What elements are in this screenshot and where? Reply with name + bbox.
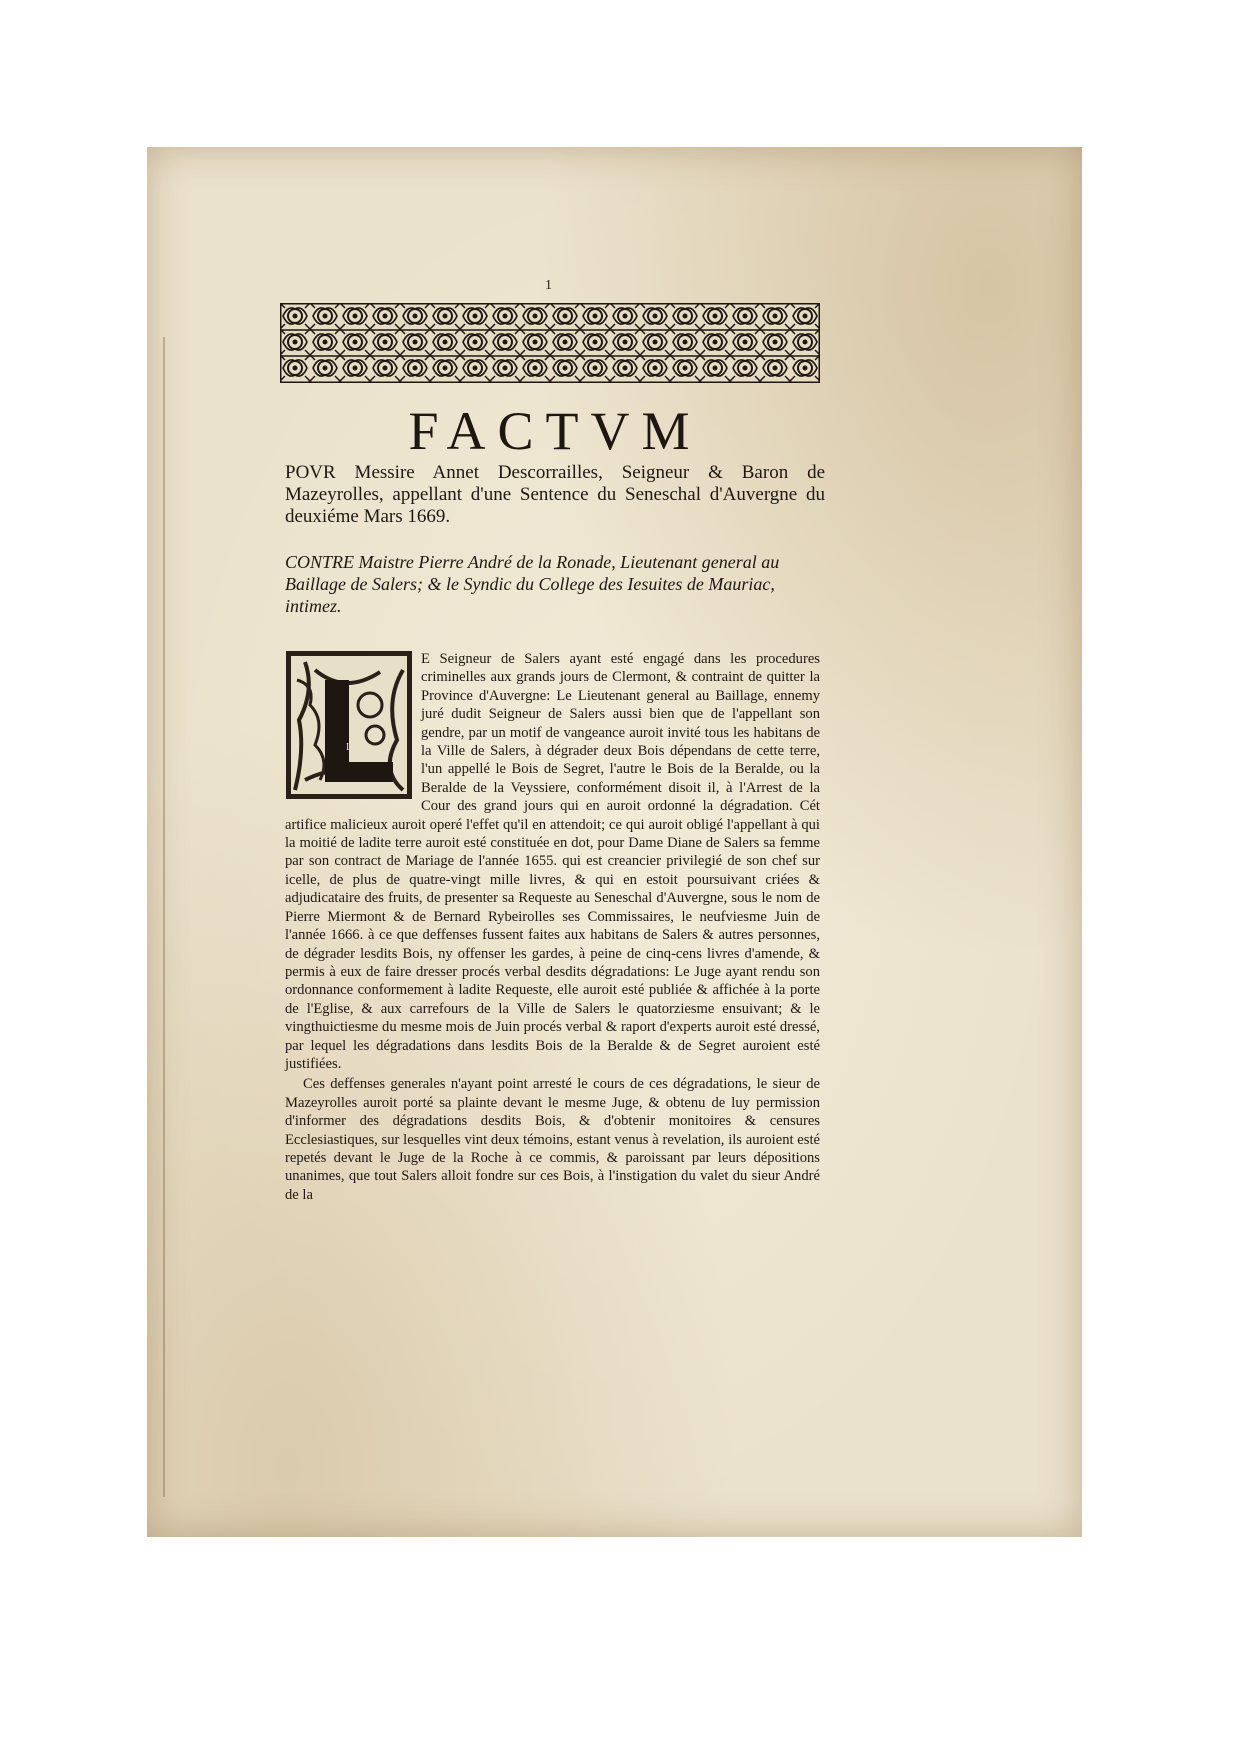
- pour-statement: POVR Messire Annet Descorrailles, Seigneur & Baron de Mazeyrolles, appellant d'une Sentence du Seneschal d'Auvergne du deuxiéme Mars 1669.: [285, 462, 825, 527]
- dropcap-letter: L: [345, 742, 353, 753]
- paragraph-2: Ces deffenses generales n'ayant point arresté le cours de ces dégradations, le sieur de Mazeyrolles auroit porté sa plainte devant le mesme Juge, & obtenu de luy permission d'informer des dégradations desdits Bois, & d'obtenir monitoires & censures Ecclesiastiques, sur lesquelles vint deux témoins, estant venus à revelation, ils auroient esté repetés devant le Juge de la Roche à ce commis, & paroissant par leurs dépositions unanimes, que tout Salers alloit fondre sur ces Bois, à l'instigation du valet du sieur André de la: [285, 1076, 820, 1203]
- decorated-initial-L: [285, 650, 413, 800]
- document-title: FACTVM: [408, 401, 702, 461]
- paragraph-1: E Seigneur de Salers ayant esté engagé dans les procedures criminelles aux grands jours de Clermont, & contraint de quitter la Province d'Auvergne: Le Lieutenant general au Baillage, ennemy juré dudit Seigneur de Salers aussi bien que de l'appellant son gendre, par un motif de vangeance auroit invité tous les habitans de la Ville de Salers, à dégrader deux Bois dépendans de cette terre, l'un appellé le Bois de Segret, l'autre le Bois de la Beralde, ou la Beralde de la Veyssiere, conformément disoit il, à l'Arrest de la Cour des grand jours qui en auroit ordonné la dégradation. Cét artifice malicieux auroit operé l'effet qu'il en attendoit; ce qui auroit obligé l'appellant à qui la moitié de ladite terre auroit esté constituée en dot, pour Dame Diane de Salers sa femme par son contract de Mariage de l'année 1655. qui est creancier privilegié de son chef sur icelle, de plus de quatre-vingt mille livres, & qui en estoit poursuivant criées & adjudicataire des fruits, de presenter sa Requeste au Seneschal d'Auvergne, sous le nom de Pierre Miermont & de Bernard Rybeirolles ses Commissaires, le neufviesme Juin de l'année 1666. à ce que deffenses fussent faites aux habitans de Salers & autres personnes, de dégrader lesdits Bois, ny offenser les gardes, à peine de cinq-cens livres d'amende, & permis à eux de faire dresser procés verbal desdits dégradations: Le Juge ayant rendu son ordonnance conformement à ladite Requeste, elle auroit esté publiée & affichée à la porte de l'Eglise, & aux carrefours de la Ville de Salers le quatorziesme ensuivant; & le vingthuictiesme du mesme mois de Juin procés verbal & raport d'experts auroit esté dressé, par lequel les dégradations dans lesdits Bois de la Beralde & de Segret auroient esté justifiées.: [285, 651, 820, 1072]
- contre-statement: CONTRE Maistre Pierre André de la Ronade, Lieutenant general au Baillage de Salers; & le Syndic du College des Iesuites de Mauriac, intimez.: [285, 552, 780, 616]
- body-text: [285, 650, 820, 1204]
- ornamental-header-band: [280, 303, 820, 383]
- page-fold-line: [163, 337, 165, 1497]
- page-number: 1: [545, 278, 552, 293]
